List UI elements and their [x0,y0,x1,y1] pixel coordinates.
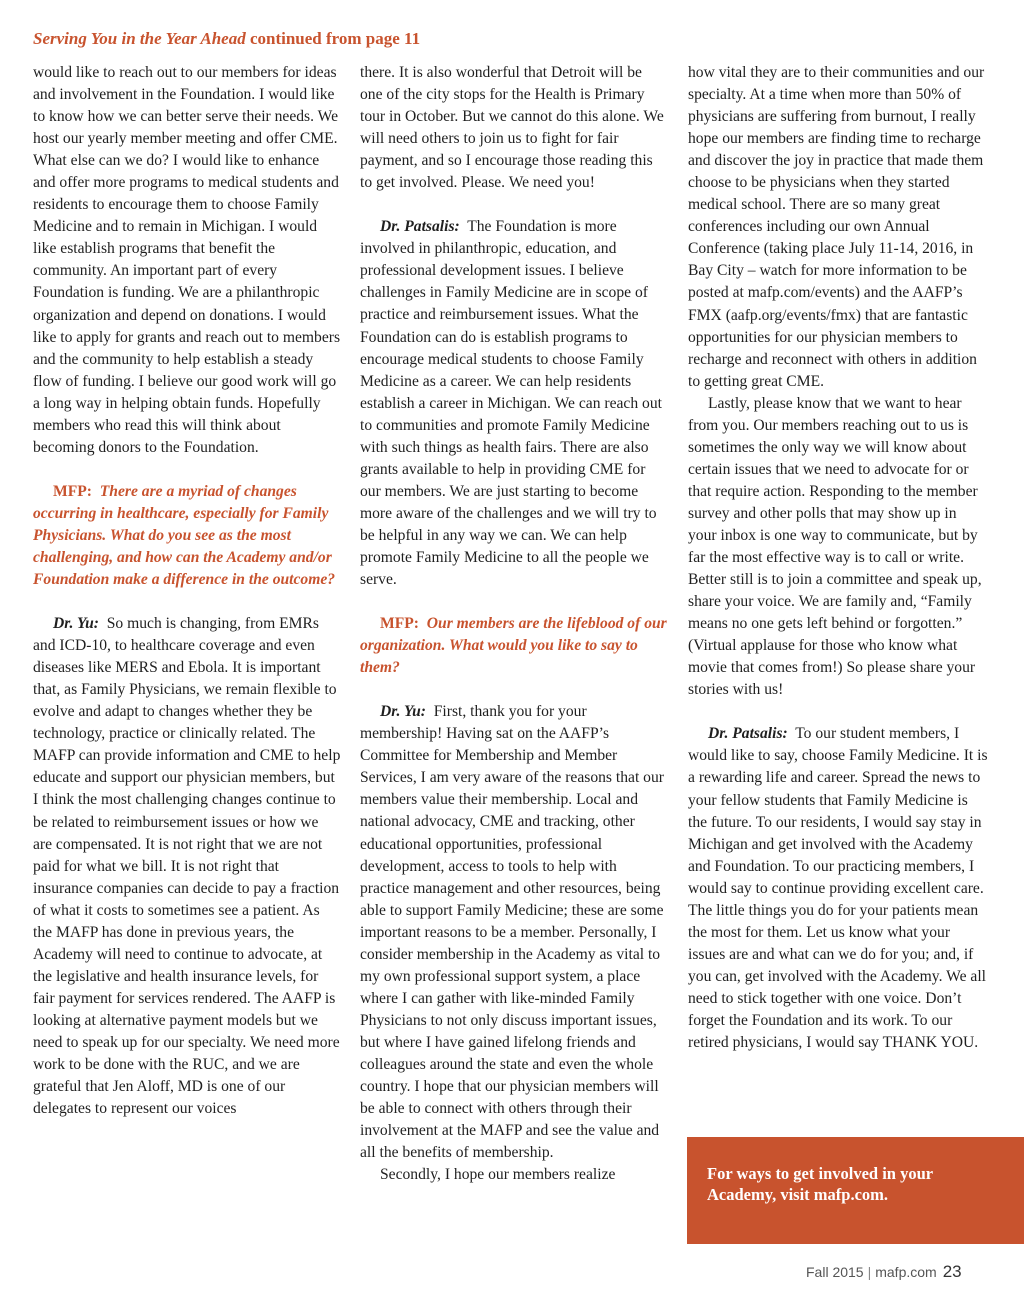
answer-text: To our student members, I would like to say, choose Family Medicine. It is a rewarding life and career. Spread the news to your fellow students that Family Medicine is the future. To our residents, I would say stay in Michigan and get involved with the Academy and Foundation. To our practicing members, I would say to continue providing excellent care. The little things you do for your patients mean the most for them. Let us know what your issues are and what can we do for you; and, if you can, get involved with the Academy. We all need to stick together with one voice. Don’t forget the Foundation and its work. To our retired physicians, I would say THANK YOU. [688,725,988,1052]
paragraph: how vital they are to their communities and our specialty. At a time when more than 50% of physicians are suffering from burnout, I really hope our members are finding time to recharge and discover the joy in practice that made them choose to be physicians when they started medical school. There are so many great conferences including our own Annual Conference (taking place July 11-14, 2016, in Bay City – watch for more information to be posted at mafp.com/events) and the AAFP’s FMX (aafp.org/events/fmx) that are fantastic opportunities for our physician members to recharge and reconnect with others in addition to getting great CME. [688,64,985,390]
answer-text: First, thank you for your membership! Having sat on the AAFP’s Committee for Membership and Member Services, I am very aware of the reasons that our members value their membership. Local and national advocacy, CME and tracking, other educational opportunities, professional development, access to tools to help with practice management and other resources, being able to support Family Medicine; these are some important reasons to be a member. Personally, I consider membership in the Academy as vital to my own professional support system, a place where I can gather with like-minded Family Physicians to not only discuss important issues, but where I have gained lifelong friends and colleagues around the state and even the whole country. I hope that our physician members will be able to connect with others through their involvement at the MAFP and see the value and all the benefits of membership. [360,703,664,1162]
speaker-name: Dr. Yu: [380,703,426,721]
article-column-1 [33,62,341,1120]
issue-label: Fall 2015 [806,1264,864,1280]
interview-question [33,481,341,591]
article-column-2 [360,62,668,1186]
speaker-name: Dr. Patsalis: [708,725,788,743]
interview-question [360,613,668,679]
continued-header [33,29,420,49]
paragraph: would like to reach out to our members for ideas and involvement in the Foundation. I would like to know how we can better serve their needs. We host our yearly member meeting and offer CME. What else can we do? I would like to enhance and offer more programs to medical students and residents to encourage them to choose Family Medicine and to remain in Michigan. I would like establish programs that benefit the community. An important part of every Foundation is funding. We are a philanthropic organization and depend on donations. I would like to apply for grants and reach out to members and the community to help establish a steady flow of funding. I believe our good work will go a long way in helping obtain funds. Hopefully members who read this will think about becoming donors to the Foundation. [33,64,341,456]
answer-text: The Foundation is more involved in philanthropic, education, and professional development issues. I believe challenges in Family Medicine are in scope of practice and reimbursement issues. What the Foundation can do is establish programs to encourage medical students to choose Family Medicine as a career. We can help residents establish a career in Michigan. We can reach out to communities and promote Family Medicine with such things as health fairs. There are also grants available to help in providing CME for our members. We are just starting to become more aware of the challenges and we will try to be helpful in any way we can. We can help promote Family Medicine to all the people we serve. [360,218,662,589]
article-column-3 [688,62,988,1054]
question-label: MFP: [380,615,419,633]
question-text: Our members are the lifeblood of our organization. What would you like to say to them? [360,615,667,677]
interview-answer [33,613,341,1120]
callout-text: For ways to get involved in your Academy, visit mafp.com. [707,1164,933,1204]
footer-separator: | [867,1264,872,1280]
interview-answer [688,723,988,1054]
page-footer [806,1262,962,1282]
page-number: 23 [942,1262,962,1281]
answer-text: So much is changing, from EMRs and ICD-10, to healthcare coverage and even diseases like MERS and Ebola. It is important that, as Family Physicians, we remain flexible to evolve and adapt to changes whether they be technology, practice or clinically related. The MAFP can provide information and CME to help educate and support our physician members, but I think the most challenging changes continue to be related to reimbursement issues or how we are compensated. It is not right that we are not paid for what we bill. It is not right that insurance companies can decide to pay a fraction of what it costs to sometimes see a patient. As the MAFP has done in previous years, the Academy will need to continue to advocate, at the legislative and health insurance levels, for fair payment for services rendered. The AAFP is looking at alternative payment models but we need to speak up for our specialty. We need more work to be done with the RUC, and we are grateful that Jen Aloff, MD is one of our delegates to represent our voices [33,615,341,1118]
paragraph: Lastly, please know that we want to hear from you. Our members reaching out to us is sometimes the only way we will know about certain issues that we need to advocate for or that require action. Responding to the member survey and other polls that may show up in your inbox is one way to communicate, but by far the most effective way is to call or write. Better still is to join a committee and speak up, share your voice. We are family and, “Family means no one gets left behind or forgotten.” (Virtual applause for those who know what movie that comes from!) So please share your stories with us! [688,394,982,699]
continued-from-page: continued from page 11 [245,29,421,48]
question-label: MFP: [53,482,92,500]
speaker-name: Dr. Yu: [53,615,99,633]
site-label: mafp.com [875,1264,937,1280]
interview-answer [360,701,668,1164]
speaker-name: Dr. Patsalis: [380,218,460,236]
callout-box [687,1137,1024,1244]
question-text: There are a myriad of changes occurring in healthcare, especially for Family Physicians. What do you see as the most challenging, and how can the Academy and/or Foundation make a difference in the outcome? [33,482,336,589]
paragraph: there. It is also wonderful that Detroit will be one of the city stops for the Health is Primary tour in October. But we cannot do this alone. We will need others to join us to fight for fair payment, and so I encourage those reading this to get involved. Please. We need you! [360,64,664,192]
paragraph: Secondly, I hope our members realize [380,1166,616,1184]
interview-answer [360,216,668,591]
continued-title: Serving You in the Year Ahead [33,29,246,48]
